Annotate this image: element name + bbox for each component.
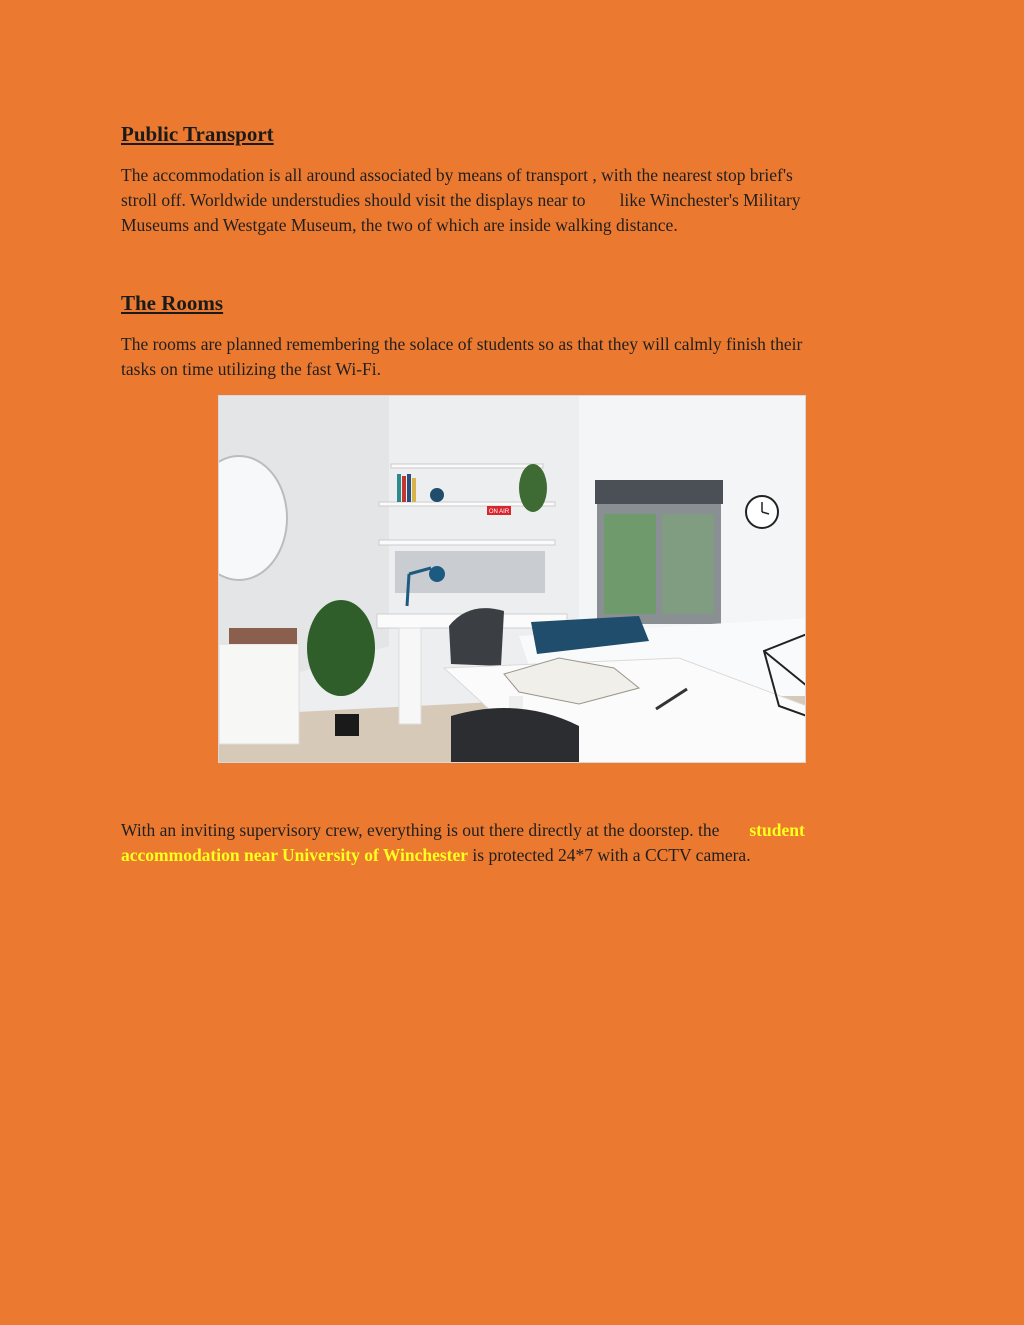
closing-line-1 [121, 818, 911, 843]
closing-line-2 [121, 843, 911, 868]
accommodation-link[interactable]: student [749, 820, 805, 840]
closing-text-a: With an inviting supervisory crew, everything is out there directly at the doorstep. the [121, 820, 720, 840]
closing-text-b: is protected 24*7 with a CCTV camera. [472, 845, 751, 865]
accommodation-link-continued[interactable]: accommodation near University of Winchester [121, 845, 469, 865]
transport-line-2b: like Winchester's Military [619, 190, 801, 210]
transport-line-3: Museums and Westgate Museum, the two of which are inside walking distance. [121, 215, 678, 235]
transport-line-2 [121, 188, 911, 213]
heading-public-transport: Public Transport [121, 122, 274, 146]
rooms-line-1: The rooms are planned remembering the solace of students so as that they will calmly finish their [121, 334, 803, 354]
transport-line-2a: stroll off. Worldwide understudies should visit the displays near to [121, 190, 586, 210]
heading-the-rooms: The Rooms [121, 291, 224, 315]
room-photo [218, 395, 806, 763]
on-air-sign: ON AIR [488, 509, 510, 515]
transport-line-1: The accommodation is all around associated by means of transport , with the nearest stop brief's [121, 165, 793, 185]
rooms-line-2: tasks on time utilizing the fast Wi-Fi. [121, 359, 381, 379]
